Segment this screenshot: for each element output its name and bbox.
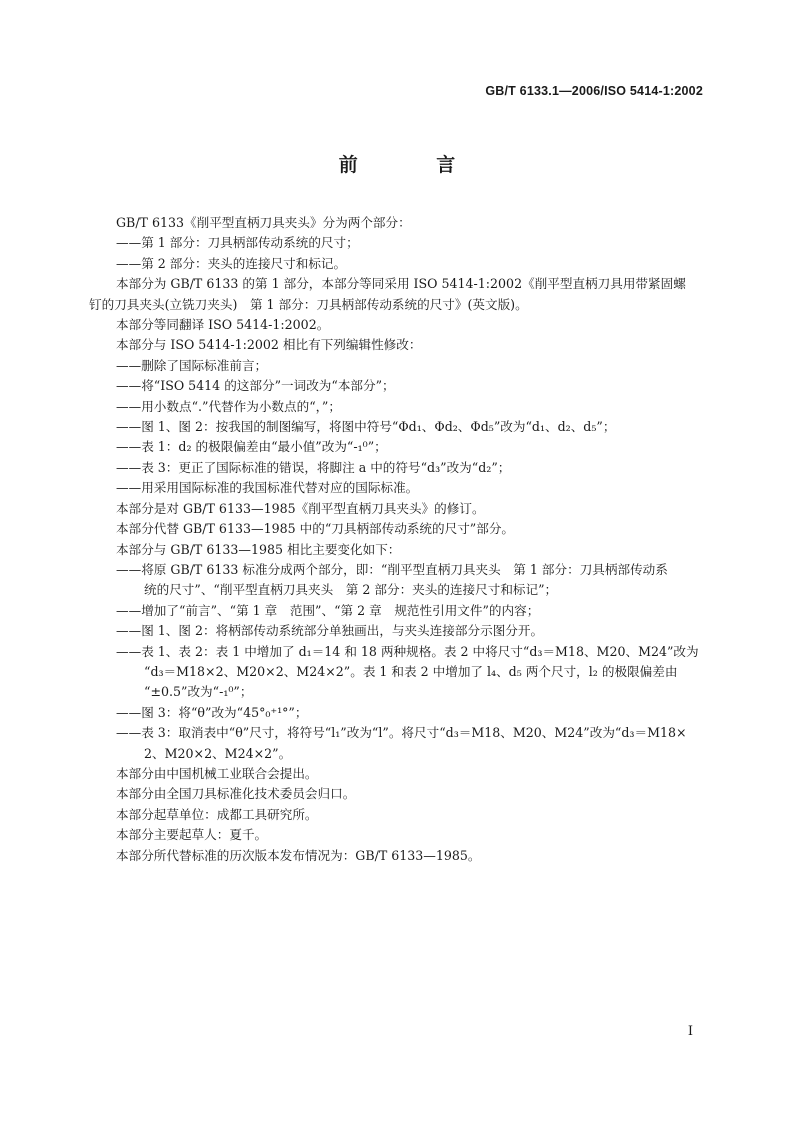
text-line: 本部分与 ISO 5414-1:2002 相比有下列编辑性修改： xyxy=(116,337,422,353)
text-line: 本部分起草单位：成都工具研究所。 xyxy=(116,806,318,822)
text-line: ——删除了国际标准前言； xyxy=(116,357,268,373)
text-line: ——将原 GB/T 6133 标准分成两个部分，即：“削平型直柄刀具夹头 第 1 部分：刀具柄部传动系 xyxy=(116,561,668,577)
text-line: 本部分是对 GB/T 6133—1985《削平型直柄刀具夹头》的修订。 xyxy=(116,500,485,516)
text-line: ——用小数点“.”代替作为小数点的“，”； xyxy=(116,398,341,414)
page-number: I xyxy=(687,1024,693,1039)
page-title: 前 言 xyxy=(338,154,492,176)
text-line: ——用采用国际标准的我国标准代替对应的国际标准。 xyxy=(116,480,419,496)
document-body xyxy=(89,213,707,866)
text-line: 本部分与 GB/T 6133—1985 相比主要变化如下： xyxy=(116,541,401,557)
text-line: 本部分等同翻译 ISO 5414-1:2002。 xyxy=(116,317,330,333)
text-line: 本部分主要起草人：夏千。 xyxy=(116,827,268,843)
text-line: 本部分所代替标准的历次版本发布情况为：GB/T 6133—1985。 xyxy=(116,847,481,863)
text-line: ——增加了“前言”、“第 1 章 范围”、“第 2 章 规范性引用文件”的内容； xyxy=(116,602,540,618)
text-line: 本部分由全国刀具标准化技术委员会归口。 xyxy=(116,786,356,802)
text-line: ——表 3：更正了国际标准的错误，将脚注 a 中的符号“d₃”改为“d₂”； xyxy=(116,459,511,475)
text-line: 本部分由中国机械工业联合会提出。 xyxy=(116,765,318,781)
text-line: ——图 1、图 2：将柄部传动系统部分单独画出，与夹头连接部分示图分开。 xyxy=(116,623,544,639)
text-line: ——表 1、表 2：表 1 中增加了 d₁＝14 和 18 两种规格。表 2 中将尺寸“d₃＝M18、M20、M24”改为 xyxy=(116,643,699,659)
text-line: 统的尺寸”、“削平型直柄刀具夹头 第 2 部分：夹头的连接尺寸和标记”； xyxy=(144,582,558,598)
text-line: ——表 3：取消表中“θ”尺寸，将符号“l₁”改为“l”。将尺寸“d₃＝M18、M20、M24”改为“d₃＝M18× xyxy=(116,725,687,741)
text-line: 本部分为 GB/T 6133 的第 1 部分，本部分等同采用 ISO 5414-1:2002《削平型直柄刀具用带紧固螺 xyxy=(116,276,686,292)
text-line: 2、M20×2、M24×2”。 xyxy=(144,745,292,761)
text-line: ——将“ISO 5414 的这部分”一词改为“本部分”； xyxy=(116,378,395,394)
text-line: ——第 2 部分：夹头的连接尺寸和标记。 xyxy=(116,255,347,271)
text-line: ——图 1、图 2：按我国的制图编写，将图中符号“Φd₁、Φd₂、Φd₅”改为“d₁、d₂、d₅”； xyxy=(116,419,616,435)
text-line: “d₃＝M18×2、M20×2、M24×2”。表 1 和表 2 中增加了 l₄、d₅ 两个尺寸，l₂ 的极限偏差由 xyxy=(144,663,678,679)
text-line: ——图 3：将“θ”改为“45°₀⁺¹°”； xyxy=(116,704,308,720)
text-line: 本部分代替 GB/T 6133—1985 中的“刀具柄部传动系统的尺寸”部分。 xyxy=(116,521,515,537)
text-line: “±0.5”改为“-₁⁰”； xyxy=(144,684,253,700)
text-line: 钉的刀具夹头(立铣刀夹头) 第 1 部分：刀具柄部传动系统的尺寸》(英文版)。 xyxy=(89,296,528,312)
text-line: ——表 1：d₂ 的极限偏差由“最小值”改为“-₁⁰”； xyxy=(116,439,387,455)
text-line: ——第 1 部分：刀具柄部传动系统的尺寸； xyxy=(116,235,359,251)
standard-code-header: GB/T 6133.1—2006/ISO 5414-1:2002 xyxy=(485,84,703,98)
text-line: GB/T 6133《削平型直柄刀具夹头》分为两个部分： xyxy=(116,215,411,230)
